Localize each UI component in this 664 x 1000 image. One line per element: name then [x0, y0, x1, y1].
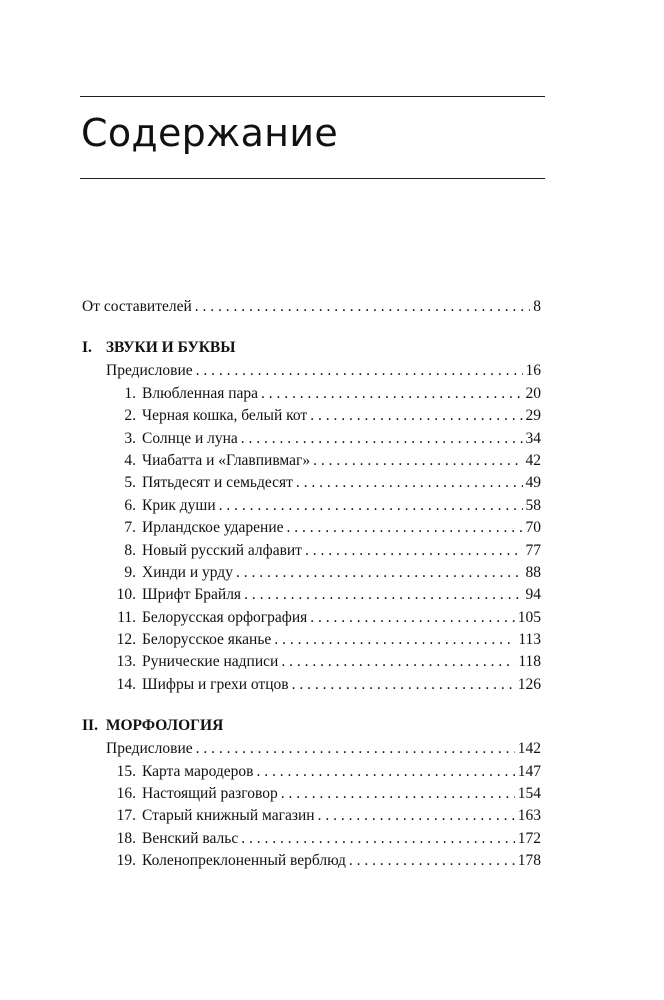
toc-entry-page: 126 [517, 675, 541, 693]
toc-entry-page: 16 [525, 362, 541, 380]
dot-leader [349, 850, 515, 872]
chapter-number: 13. [116, 653, 136, 671]
chapter-number: 8. [124, 541, 136, 559]
chapter-number: 14. [116, 675, 136, 693]
chapter-number: 10. [116, 586, 136, 604]
toc-entry-title: Черная кошка, белый кот [142, 407, 308, 425]
toc-entry-chapter[interactable] [82, 495, 541, 517]
dot-leader [296, 472, 523, 494]
toc-entry-chapter[interactable] [82, 674, 541, 696]
dot-leader [281, 783, 515, 805]
toc-entry-page: 118 [518, 653, 541, 671]
toc-entry-title: Белорусская орфография [142, 608, 308, 626]
section-title: ЗВУКИ И БУКВЫ [105, 339, 236, 357]
dot-leader [292, 674, 515, 696]
toc-entry-chapter[interactable] [82, 651, 541, 673]
toc-entry-chapter[interactable] [82, 405, 541, 427]
dot-leader [310, 607, 515, 629]
dot-leader [196, 738, 515, 760]
chapter-number: 6. [124, 496, 136, 514]
toc-entry-chapter[interactable] [82, 428, 541, 450]
toc-entry-page: 113 [518, 631, 541, 649]
toc-entry-title: Солнце и луна [142, 429, 238, 447]
toc-entry-title: Влюбленная пара [142, 384, 259, 402]
toc-entry-page: 20 [525, 384, 541, 402]
chapter-number: 15. [116, 762, 136, 780]
toc-entry-preface[interactable] [82, 360, 541, 382]
chapter-number: 11. [117, 608, 136, 626]
chapter-number: 1. [124, 384, 136, 402]
chapter-number: 4. [124, 451, 136, 469]
section-heading-1 [82, 336, 541, 360]
chapter-number: 9. [124, 563, 136, 581]
dot-leader [195, 296, 530, 318]
toc-entry-chapter[interactable] [82, 562, 541, 584]
toc-entry-chapter[interactable] [82, 805, 541, 827]
toc-entry-title: Хинди и урду [142, 563, 233, 581]
toc-entry-title: Крик души [142, 496, 216, 514]
dot-leader [241, 428, 523, 450]
toc-entry-chapter[interactable] [82, 450, 541, 472]
toc-entry-title: Венский вальс [142, 829, 239, 847]
toc-entry-page: 34 [525, 429, 541, 447]
toc-entry-page: 154 [517, 785, 541, 803]
toc-entry-page: 178 [517, 852, 541, 870]
toc-entry-chapter[interactable] [82, 517, 541, 539]
chapter-number: 17. [116, 807, 136, 825]
dot-leader [305, 540, 523, 562]
chapter-number: 7. [124, 519, 136, 537]
chapter-number: 3. [124, 429, 136, 447]
dot-leader [261, 383, 522, 405]
table-of-contents [82, 296, 541, 873]
toc-entry-title: Старый книжный магазин [142, 807, 315, 825]
chapter-number: 5. [124, 474, 136, 492]
toc-entry-page: 94 [525, 586, 541, 604]
toc-entry-page: 70 [525, 519, 541, 537]
toc-entry-title: Белорусское яканье [142, 631, 272, 649]
dot-leader [310, 405, 522, 427]
section-title: МОРФОЛОГИЯ [105, 717, 224, 735]
toc-entry-intro[interactable] [82, 296, 541, 318]
toc-entry-page: 42 [525, 451, 541, 469]
chapter-number: 2. [124, 407, 136, 425]
chapter-number: 16. [116, 785, 136, 803]
chapter-number: 12. [116, 631, 136, 649]
toc-entry-chapter[interactable] [82, 850, 541, 872]
toc-entry-page: 172 [517, 829, 541, 847]
toc-entry-page: 147 [517, 762, 541, 780]
toc-entry-title: Чиабатта и «Главпивмаг» [142, 451, 311, 469]
toc-entry-chapter[interactable] [82, 472, 541, 494]
dot-leader [236, 562, 523, 584]
toc-entry-title: Предисловие [106, 740, 193, 758]
dot-leader [287, 517, 523, 539]
toc-entry-title: От составителей [82, 298, 192, 315]
section-number: II. [82, 717, 98, 735]
toc-entry-title: Настоящий разговор [142, 785, 278, 803]
dot-leader [318, 805, 515, 827]
section-heading-2 [82, 714, 541, 738]
bottom-rule [80, 178, 545, 179]
dot-leader [241, 828, 515, 850]
toc-entry-chapter[interactable] [82, 629, 541, 651]
toc-entry-chapter[interactable] [82, 584, 541, 606]
chapter-number: 18. [116, 829, 136, 847]
toc-entry-preface[interactable] [82, 738, 541, 760]
dot-leader [219, 495, 523, 517]
toc-entry-title: Предисловие [106, 362, 193, 380]
toc-entry-page: 29 [525, 407, 541, 425]
toc-entry-title: Рунические надписи [142, 653, 279, 671]
chapter-number: 19. [116, 852, 136, 870]
toc-entry-title: Карта мародеров [142, 762, 254, 780]
toc-entry-page: 142 [517, 740, 541, 758]
toc-entry-title: Новый русский алфавит [142, 541, 302, 559]
dot-leader [281, 651, 515, 673]
toc-entry-title: Шифры и грехи отцов [142, 675, 289, 693]
toc-entry-page: 8 [533, 298, 541, 315]
dot-leader [313, 450, 522, 472]
dot-leader [196, 360, 523, 382]
toc-entry-page: 163 [517, 807, 541, 825]
toc-entry-chapter[interactable] [82, 783, 541, 805]
toc-entry-page: 105 [517, 608, 541, 626]
section-number: I. [82, 339, 92, 357]
toc-entry-title: Шрифт Брайля [142, 586, 242, 604]
toc-entry-page: 49 [525, 474, 541, 492]
toc-entry-chapter[interactable] [82, 607, 541, 629]
dot-leader [244, 584, 522, 606]
toc-entry-title: Коленопреклоненный верблюд [142, 852, 346, 870]
toc-entry-title: Ирландское ударение [142, 519, 284, 537]
top-rule [80, 96, 545, 97]
toc-entry-title: Пятьдесят и семьдесят [142, 474, 293, 492]
toc-entry-page: 77 [525, 541, 541, 559]
page-title: Содержание [81, 111, 338, 155]
toc-entry-page: 88 [525, 563, 541, 581]
toc-entry-chapter[interactable] [82, 761, 541, 783]
dot-leader [257, 761, 515, 783]
toc-entry-chapter[interactable] [82, 383, 541, 405]
toc-entry-page: 58 [525, 496, 541, 514]
dot-leader [274, 629, 515, 651]
toc-entry-chapter[interactable] [82, 828, 541, 850]
toc-entry-chapter[interactable] [82, 540, 541, 562]
